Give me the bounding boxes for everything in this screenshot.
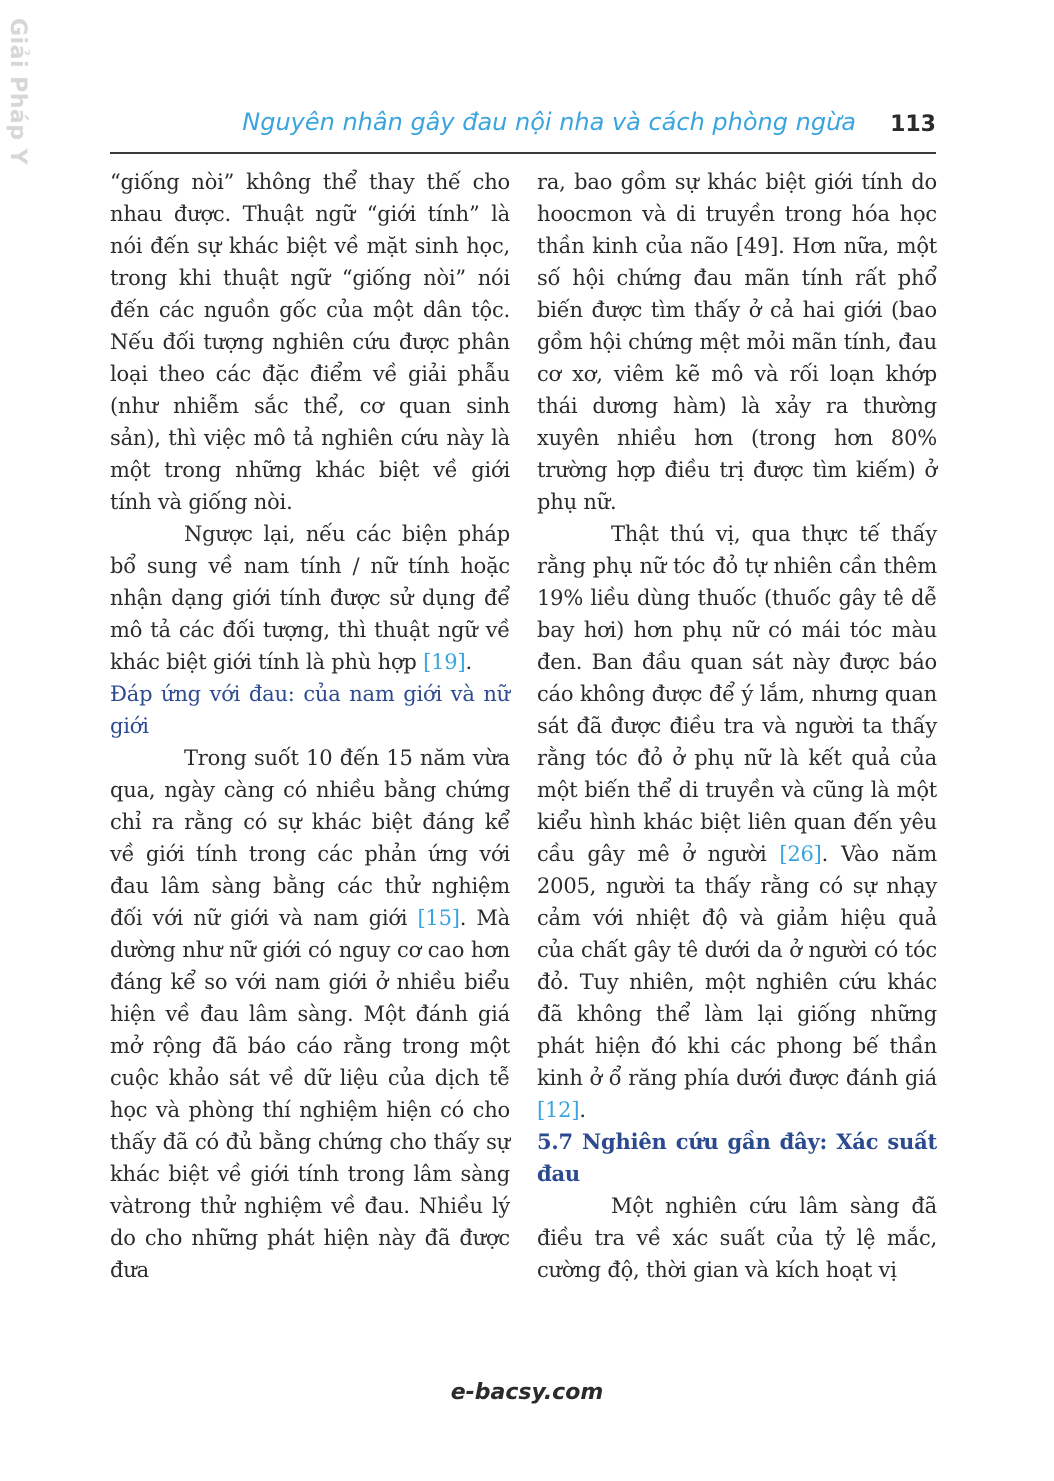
citation-link[interactable]: [12] xyxy=(537,1098,580,1122)
paragraph-text: . Mà dường như nữ giới có nguy cơ cao hơn đáng kể so với nam giới ở nhiều biểu hiện về đau lâm sàng. Một đánh giá mở rộng đã báo cáo rằng trong một cuộc khảo sát về dữ liệu của dịch tễ học và phòng thí nghiệm hiện có cho thấy đã có đủ bằng chứng cho thấy sự khác biệt về giới tính trong lâm sàng vàtrong thử nghiệm về đau. Nhiều lý do cho những phát hiện này đã được đưa xyxy=(110,906,510,1282)
page-number: 113 xyxy=(890,112,936,137)
section-heading: 5.7 Nghiên cứu gần đây: Xác suất đau xyxy=(537,1129,937,1186)
paragraph: “giống nòi” không thể thay thế cho nhau được. Thuật ngữ “giới tính” là nói đến sự khác biệt về mặt sinh học, trong khi thuật ngữ “giống nòi” nói đến các nguồn gốc của một dân tộc. Nếu đối tượng nghiên cứu được phân loại theo các đặc điểm về giải phẫu (như nhiễm sắc thể, cơ quan sinh sản), thì việc mô tả nghiên cứu này là một trong những khác biệt về giới tính và giống nòi. xyxy=(110,170,510,514)
footer-site-name: e-bacsy.com xyxy=(450,1380,604,1405)
running-title: Nguyên nhân gây đau nội nha và cách phòng ngừa xyxy=(242,108,856,136)
side-watermark: Giải Pháp Y xyxy=(5,18,30,166)
right-column xyxy=(537,166,937,1286)
paragraph: ra, bao gồm sự khác biệt giới tính do hoocmon và di truyền trong hóa học thần kinh của não [49]. Hơn nữa, một số hội chứng đau mãn tính rất phổ biến được tìm thấy ở cả hai giới (bao gồm hội chứng mệt mỏi mãn tính, đau cơ xơ, viêm kẽ mô và rối loạn khớp thái dương hàm) là xảy ra thường xuyên nhiều hơn (trong hơn 80% trường hợp điều trị được tìm kiếm) ở phụ nữ. xyxy=(537,170,937,514)
section-subheading: Đáp ứng với đau: của nam giới và nữ giới xyxy=(110,682,510,738)
paragraph: Một nghiên cứu lâm sàng đã điều tra về xác suất của tỷ lệ mắc, cường độ, thời gian và kích hoạt vị xyxy=(537,1194,937,1282)
paragraph-text: Trong suốt 10 đến 15 năm vừa qua, ngày càng có nhiều bằng chứng chỉ ra rằng có sự khác biệt đáng kể về giới tính trong các phản ứng với đau lâm sàng bằng các thử nghiệm đối với nữ giới và nam giới xyxy=(110,746,510,930)
page-header xyxy=(110,108,936,154)
citation-link[interactable]: [19] xyxy=(423,650,466,674)
citation-link[interactable]: [26] xyxy=(779,842,822,866)
paragraph-text: Ngược lại, nếu các biện pháp bổ sung về nam tính / nữ tính hoặc nhận dạng giới tính được sử dụng để mô tả các đối tượng, thì thuật ngữ về khác biệt giới tính là phù hợp xyxy=(110,522,510,674)
left-column xyxy=(110,166,510,1286)
paragraph-text: Thật thú vị, qua thực tế thấy rằng phụ nữ tóc đỏ tự nhiên cần thêm 19% liều dùng thuốc (thuốc gây tê dễ bay hơi) hơn phụ nữ có mái tóc màu đen. Ban đầu quan sát này được báo cáo không được để ý lắm, nhưng quan sát đã được điều tra và người ta thấy rằng tóc đỏ ở phụ nữ là kết quả của một biến thể di truyền và cũng là một kiểu hình khác biệt liên quan đến yêu cầu gây mê ở người xyxy=(537,522,937,866)
paragraph-text: . xyxy=(465,650,472,674)
paragraph xyxy=(537,518,937,1126)
paragraph xyxy=(110,518,510,678)
paragraph xyxy=(110,742,510,1286)
paragraph-text: . Vào năm 2005, người ta thấy rằng có sự nhạy cảm với nhiệt độ và giảm hiệu quả của chất gây tê dưới da ở người có tóc đỏ. Tuy nhiên, một nghiên cứu khác đã không thể làm lại giống những phát hiện đó khi các phong bế thần kinh ở ổ răng phía dưới được đánh giá xyxy=(537,842,937,1090)
citation-link[interactable]: [15] xyxy=(417,906,460,930)
paragraph-text: . xyxy=(579,1098,586,1122)
